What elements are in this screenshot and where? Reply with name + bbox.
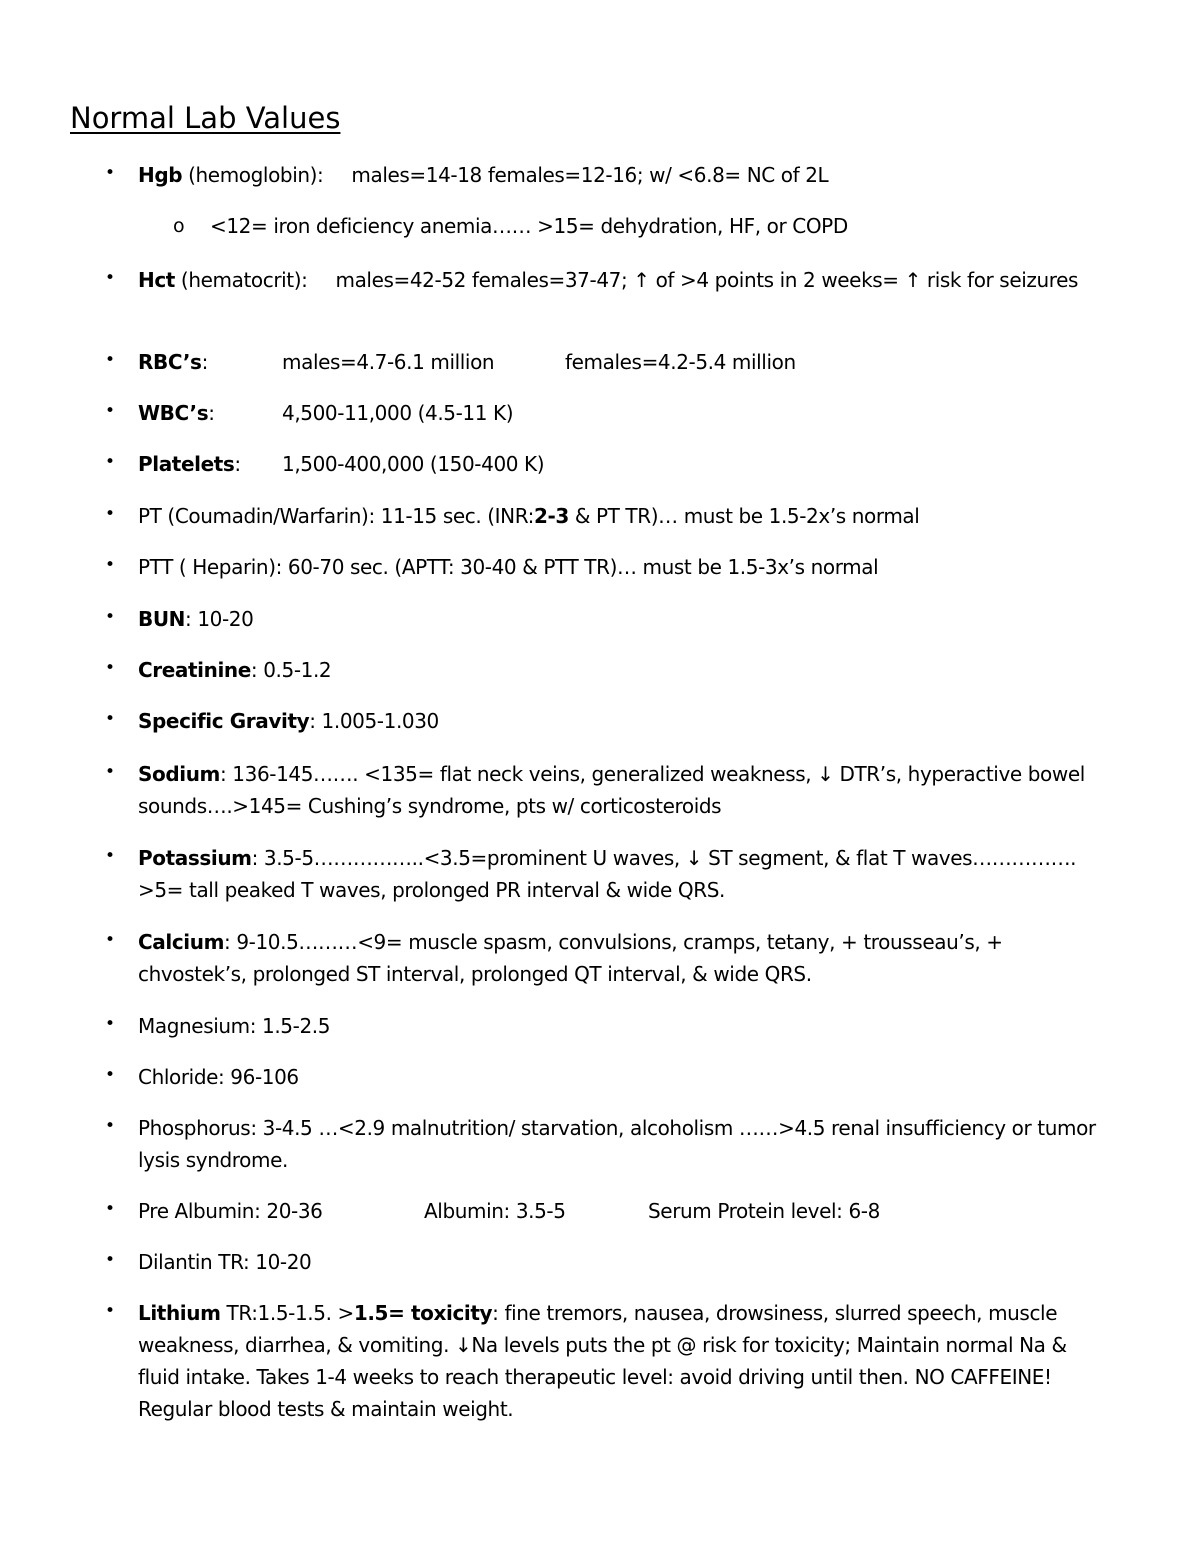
potassium-text: : 3.5-5……………..<3.5=prominent U waves, ↓ ST segment, & flat T waves……………. >5= tall peaked T waves, prolonged PR interval & wide QRS. <box>138 846 1077 902</box>
bullet-icon: • <box>105 452 115 472</box>
dilantin-text: Dilantin TR: 10-20 <box>138 1250 312 1274</box>
specific-gravity-text: : 1.005-1.030 <box>309 709 439 733</box>
pre-albumin-text: Pre Albumin: 20-36 <box>138 1199 323 1223</box>
list-item-creatinine <box>105 654 1128 686</box>
bullet-icon: • <box>105 846 115 866</box>
platelets-colon: : <box>234 452 241 476</box>
pt-text-a: PT (Coumadin/Warfarin): 11-15 sec. (INR: <box>138 504 534 528</box>
bullet-icon: • <box>105 1065 115 1085</box>
list-item-bun <box>105 603 1128 635</box>
creatinine-label: Creatinine <box>138 658 251 682</box>
wbc-label: WBC’s <box>138 401 209 425</box>
bullet-icon: • <box>105 607 115 627</box>
list-subitem-hgb <box>173 210 1200 242</box>
list-item-lithium <box>105 1297 1113 1425</box>
list-item-specific-gravity <box>105 705 1128 737</box>
list-item-hgb <box>105 159 1128 191</box>
bullet-icon: • <box>105 930 115 950</box>
phosphorus-text: Phosphorus: 3-4.5 …<2.9 malnutrition/ starvation, alcoholism ……>4.5 renal insufficiency or tumor lysis syndrome. <box>138 1116 1096 1172</box>
potassium-label: Potassium <box>138 846 252 870</box>
sodium-text: : 136-145……. <135= flat neck veins, generalized weakness, ↓ DTR’s, hyperactive bowel sounds….>145= Cushing’s syndrome, pts w/ corticosteroids <box>138 762 1085 818</box>
bun-text: : 10-20 <box>185 607 254 631</box>
rbc-label: RBC’s <box>138 350 202 374</box>
bullet-icon: • <box>105 762 115 782</box>
bullet-icon: • <box>105 1250 115 1270</box>
specific-gravity-label: Specific Gravity <box>138 709 310 733</box>
hct-label: Hct <box>138 268 175 292</box>
list-item-protein <box>105 1195 1128 1227</box>
pt-text-b: & PT TR)… must be 1.5-2x’s normal <box>568 504 920 528</box>
bullet-icon: • <box>105 555 115 575</box>
bullet-icon: • <box>105 658 115 678</box>
bullet-icon: • <box>105 1199 115 1219</box>
sub-bullet-icon: o <box>173 215 185 237</box>
hgb-text-a: (hemoglobin): <box>182 163 324 187</box>
platelets-value: 1,500-400,000 (150-400 K) <box>282 452 545 476</box>
list-item-magnesium <box>105 1010 1128 1042</box>
bullet-icon: • <box>105 401 115 421</box>
bullet-icon: • <box>105 709 115 729</box>
list-item-dilantin <box>105 1246 1128 1278</box>
hgb-label: Hgb <box>138 163 183 187</box>
lithium-text-b: : fine tremors, nausea, drowsiness, slurred speech, muscle weakness, diarrhea, & vomiting. ↓Na levels puts the pt @ risk for toxicity; Maintain normal Na & fluid intake. Takes 1-4 weeks to reach therapeutic level: avoid driving until then. NO CAFFEINE! Regular blood tests & maintain weight. <box>138 1301 1067 1421</box>
list-item-hct <box>105 264 1098 296</box>
ptt-text: PTT ( Heparin): 60-70 sec. (APTT: 30-40 & PTT TR)… must be 1.5-3x’s normal <box>138 555 879 579</box>
rbc-males: males=4.7-6.1 million <box>282 350 495 374</box>
bullet-icon: • <box>105 1014 115 1034</box>
bullet-icon: • <box>105 268 115 288</box>
wbc-colon: : <box>208 401 215 425</box>
calcium-label: Calcium <box>138 930 225 954</box>
list-item-potassium <box>105 842 1113 906</box>
calcium-text: : 9-10.5………<9= muscle spasm, convulsions, cramps, tetany, + trousseau’s, + chvostek’s, prolonged ST interval, prolonged QT interval, & wide QRS. <box>138 930 1003 986</box>
hct-text-b: males=42-52 females=37-47; ↑ of >4 points in 2 weeks= ↑ risk for seizures <box>335 268 1079 292</box>
bullet-icon: • <box>105 1301 115 1321</box>
platelets-label: Platelets <box>138 452 235 476</box>
list-item-sodium <box>105 758 1113 822</box>
list-item-chloride <box>105 1061 1128 1093</box>
albumin-text: Albumin: 3.5-5 <box>424 1199 566 1223</box>
creatinine-text: : 0.5-1.2 <box>250 658 332 682</box>
wbc-value: 4,500-11,000 (4.5-11 K) <box>282 401 514 425</box>
serum-protein-text: Serum Protein level: 6-8 <box>648 1199 880 1223</box>
list-item-platelets <box>105 448 1128 480</box>
bun-label: BUN <box>138 607 186 631</box>
page-title: Normal Lab Values <box>70 101 341 135</box>
magnesium-text: Magnesium: 1.5-2.5 <box>138 1014 331 1038</box>
hgb-sub-text: <12= iron deficiency anemia…… >15= dehydration, HF, or COPD <box>210 214 848 238</box>
lithium-toxicity: 1.5= toxicity <box>353 1301 493 1325</box>
list-item-ptt <box>105 551 1128 583</box>
rbc-colon: : <box>201 350 208 374</box>
chloride-text: Chloride: 96-106 <box>138 1065 299 1089</box>
bullet-icon: • <box>105 504 115 524</box>
list-item-phosphorus <box>105 1112 1123 1176</box>
rbc-females: females=4.2-5.4 million <box>565 350 796 374</box>
bullet-icon: • <box>105 163 115 183</box>
bullet-icon: • <box>105 1116 115 1136</box>
lithium-label: Lithium <box>138 1301 221 1325</box>
bullet-icon: • <box>105 350 115 370</box>
hgb-text-b: males=14-18 females=12-16; w/ <6.8= NC of 2L <box>351 163 829 187</box>
pt-inr-value: 2-3 <box>533 504 569 528</box>
hct-text-a: (hematocrit): <box>174 268 308 292</box>
list-item-wbc <box>105 397 1128 429</box>
sodium-label: Sodium <box>138 762 220 786</box>
list-item-calcium <box>105 926 1078 990</box>
lithium-text-a: TR:1.5-1.5. > <box>220 1301 354 1325</box>
list-item-rbc <box>105 346 1128 378</box>
list-item-pt <box>105 500 1128 532</box>
